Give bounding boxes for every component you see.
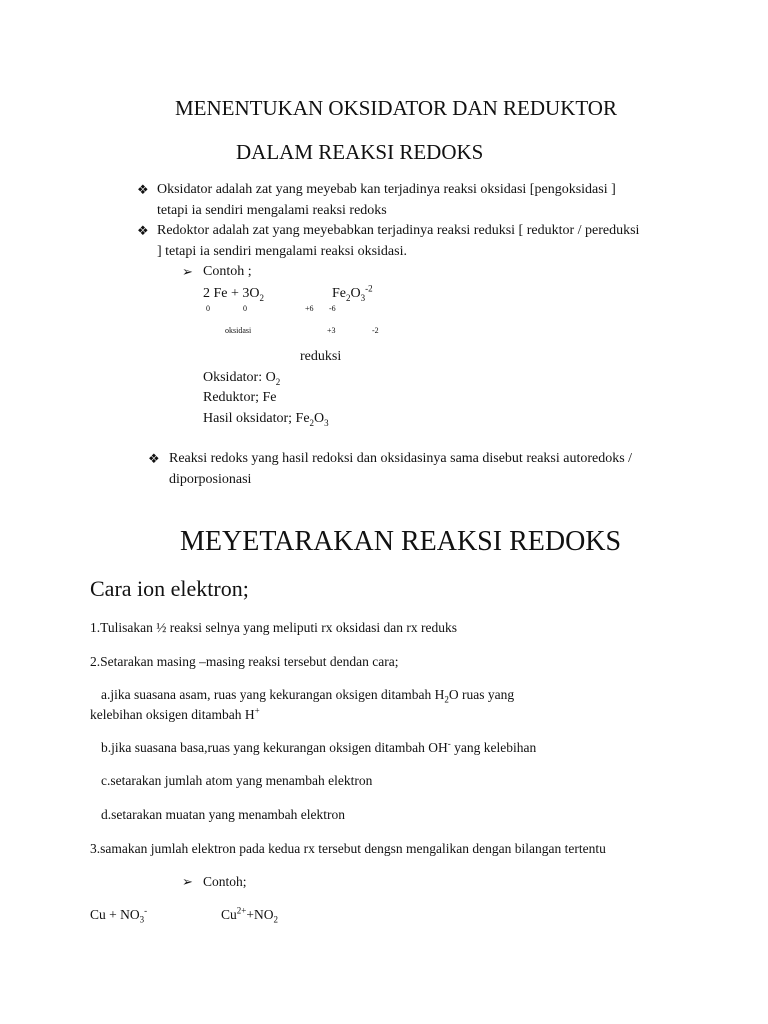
oksidator-definition-line1: Oksidator adalah zat yang meyebab kan terjadinya reaksi oksidasi [pengoksidasi ]: [157, 182, 616, 197]
example2-equation-left: $Cu + NO_3^-$: [90, 905, 148, 925]
reduksi-label: reduksi: [300, 349, 342, 364]
autoredoks-line1: Reaksi redoks yang hasil redoksi dan oksidasinya sama disebut reaksi autoredoks /: [169, 451, 633, 466]
ox-number-fe-right: +6: [305, 304, 314, 313]
bullet-icon: ❖: [137, 223, 149, 238]
example1-label: Contoh ;: [203, 264, 252, 279]
ox-plus3: +3: [327, 326, 336, 335]
example1-equation-left: 2 $Fe + 3O_2$: [203, 286, 265, 303]
oksidator-definition-line2: tetapi ia sendiri mengalami reaksi redoks: [157, 203, 387, 218]
page-title-line1: MENENTUKAN OKSIDATOR DAN REDUKTOR: [175, 96, 617, 120]
section2-heading: MEYETARAKAN REAKSI REDOKS: [180, 526, 622, 557]
step2a-line1: a.jika suasana asam, ruas yang kekurangan oksigen ditambah $H_2O$ ruas yang: [101, 687, 515, 705]
example2-equation-right: $Cu^{2+}+NO_2$: [221, 905, 278, 925]
reduktor-definition-line2: ] tetapi ia sendiri mengalami reaksi oksidasi.: [157, 244, 407, 259]
page-title-line2: DALAM REAKSI REDOKS: [236, 140, 484, 164]
oksidasi-label: oksidasi: [225, 326, 252, 335]
step2b: b.jika suasana basa,ruas yang kekurangan oksigen ditambah OH- yang kelebihan: [101, 738, 537, 755]
arrow-bullet-icon: ➢: [182, 264, 193, 279]
autoredoks-line2: diporposionasi: [169, 472, 252, 487]
ox-number-o-right: -6: [329, 304, 336, 313]
arrow-bullet-icon: ➢: [182, 874, 193, 889]
bullet-icon: ❖: [148, 451, 160, 466]
step2d: d.setarakan muatan yang menambah elektron: [101, 807, 346, 822]
example1-equation-right: $Fe_2O_3^{-2}$: [332, 283, 373, 303]
bullet-icon: ❖: [137, 182, 149, 197]
ox-minus2: -2: [372, 326, 379, 335]
section2-subheading: Cara ion elektron;: [90, 576, 249, 601]
step3: 3.samakan jumlah elektron pada kedua rx tersebut dengsn mengalikan dengan bilangan tertentu: [90, 841, 606, 856]
step2: 2.Setarakan masing –masing reaksi tersebut dendan cara;: [90, 654, 399, 669]
step2c: c.setarakan jumlah atom yang menambah elektron: [101, 773, 373, 788]
ox-number-fe-left: 0: [206, 304, 210, 313]
reduktor-definition-line1: Redoktor adalah zat yang meyebabkan terjadinya reaksi reduksi [ reduktor / pereduksi: [157, 223, 640, 238]
hasil-oksidator-result: Hasil oksidator; $Fe_2O_3$: [203, 411, 329, 428]
ox-number-o-left: 0: [243, 304, 247, 313]
step1: 1.Tulisakan ½ reaksi selnya yang meliputi rx oksidasi dan rx reduks: [90, 620, 457, 635]
reduktor-result: Reduktor; Fe: [203, 390, 277, 405]
step2a-line2: kelebihan oksigen ditambah H+: [90, 705, 260, 722]
example2-label: Contoh;: [203, 874, 247, 889]
oksidator-result: Oksidator: $O_2$: [203, 370, 281, 387]
